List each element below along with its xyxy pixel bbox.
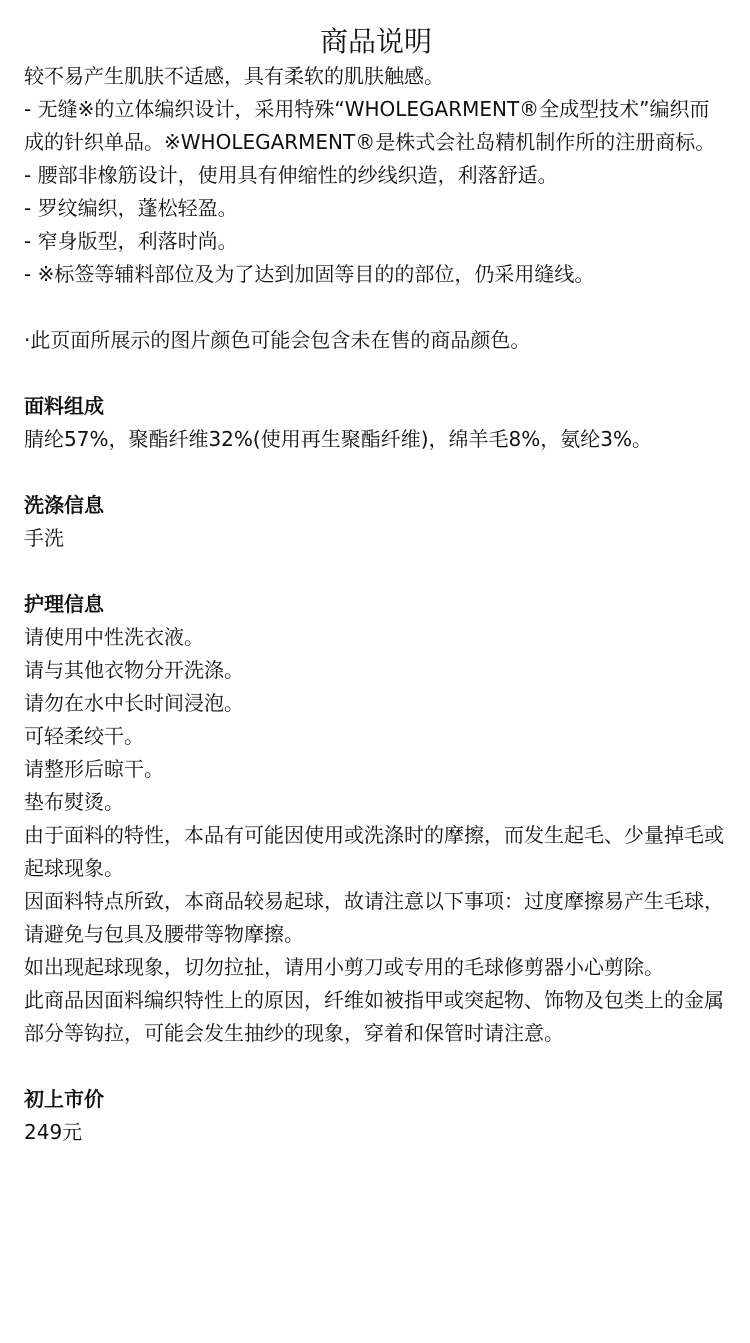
wash-section bbox=[24, 489, 728, 555]
intro-line: - 罗纹编织，蓬松轻盈。 bbox=[24, 196, 238, 220]
care-line: 由于面料的特性，本品有可能因使用或洗涤时的摩擦，而发生起毛、少量掉毛或起球现象。 bbox=[24, 823, 724, 880]
care-line: 可轻柔绞干。 bbox=[24, 724, 144, 748]
care-line: 请使用中性洗衣液。 bbox=[24, 625, 204, 649]
notice-block bbox=[24, 324, 728, 357]
intro-block bbox=[24, 60, 728, 291]
intro-line: - 腰部非橡筋设计，使用具有伸缩性的纱线织造，利落舒适。 bbox=[24, 163, 558, 187]
spacer bbox=[24, 1050, 728, 1083]
care-line: 因面料特点所致，本商品较易起球，故请注意以下事项：过度摩擦易产生毛球，请避免与包具及腰带等物摩擦。 bbox=[24, 889, 724, 946]
price-section bbox=[24, 1083, 728, 1149]
care-line: 请与其他衣物分开洗涤。 bbox=[24, 658, 244, 682]
launch-price: 249元 bbox=[24, 1120, 83, 1144]
fabric-heading: 面料组成 bbox=[24, 394, 104, 418]
care-section bbox=[24, 588, 728, 1050]
intro-line: 较不易产生肌肤不适感，具有柔软的肌肤触感。 bbox=[24, 64, 444, 88]
intro-line: - 无缝※的立体编织设计，采用特殊“WHOLEGARMENT®全成型技术”编织而成的针织单品。※WHOLEGARMENT®是株式会社岛精机制作所的注册商标。 bbox=[24, 97, 716, 154]
care-line: 此商品因面料编织特性上的原因，纤维如被指甲或突起物、饰物及包类上的金属部分等钩拉，可能会发生抽纱的现象，穿着和保管时请注意。 bbox=[24, 988, 724, 1045]
care-line: 垫布熨烫。 bbox=[24, 790, 124, 814]
spacer bbox=[24, 555, 728, 588]
care-line: 如出现起球现象，切勿拉扯，请用小剪刀或专用的毛球修剪器小心剪除。 bbox=[24, 955, 664, 979]
spacer bbox=[24, 456, 728, 489]
wash-instruction: 手洗 bbox=[24, 526, 64, 550]
page-title: 商品说明 bbox=[319, 25, 432, 58]
fabric-section bbox=[24, 390, 728, 456]
care-line: 请整形后晾干。 bbox=[24, 757, 164, 781]
price-heading: 初上市价 bbox=[24, 1087, 104, 1111]
fabric-composition: 腈纶57%，聚酯纤维32%(使用再生聚酯纤维)，绵羊毛8%，氨纶3%。 bbox=[24, 427, 652, 451]
care-line: 请勿在水中长时间浸泡。 bbox=[24, 691, 244, 715]
wash-heading: 洗涤信息 bbox=[24, 493, 104, 517]
spacer bbox=[24, 291, 728, 324]
intro-line: - 窄身版型，利落时尚。 bbox=[24, 229, 238, 253]
intro-line: - ※标签等辅料部位及为了达到加固等目的的部位，仍采用缝线。 bbox=[24, 262, 595, 286]
spacer bbox=[24, 357, 728, 390]
color-notice: ·此页面所展示的图片颜色可能会包含未在售的商品颜色。 bbox=[24, 328, 531, 352]
care-heading: 护理信息 bbox=[24, 592, 104, 616]
